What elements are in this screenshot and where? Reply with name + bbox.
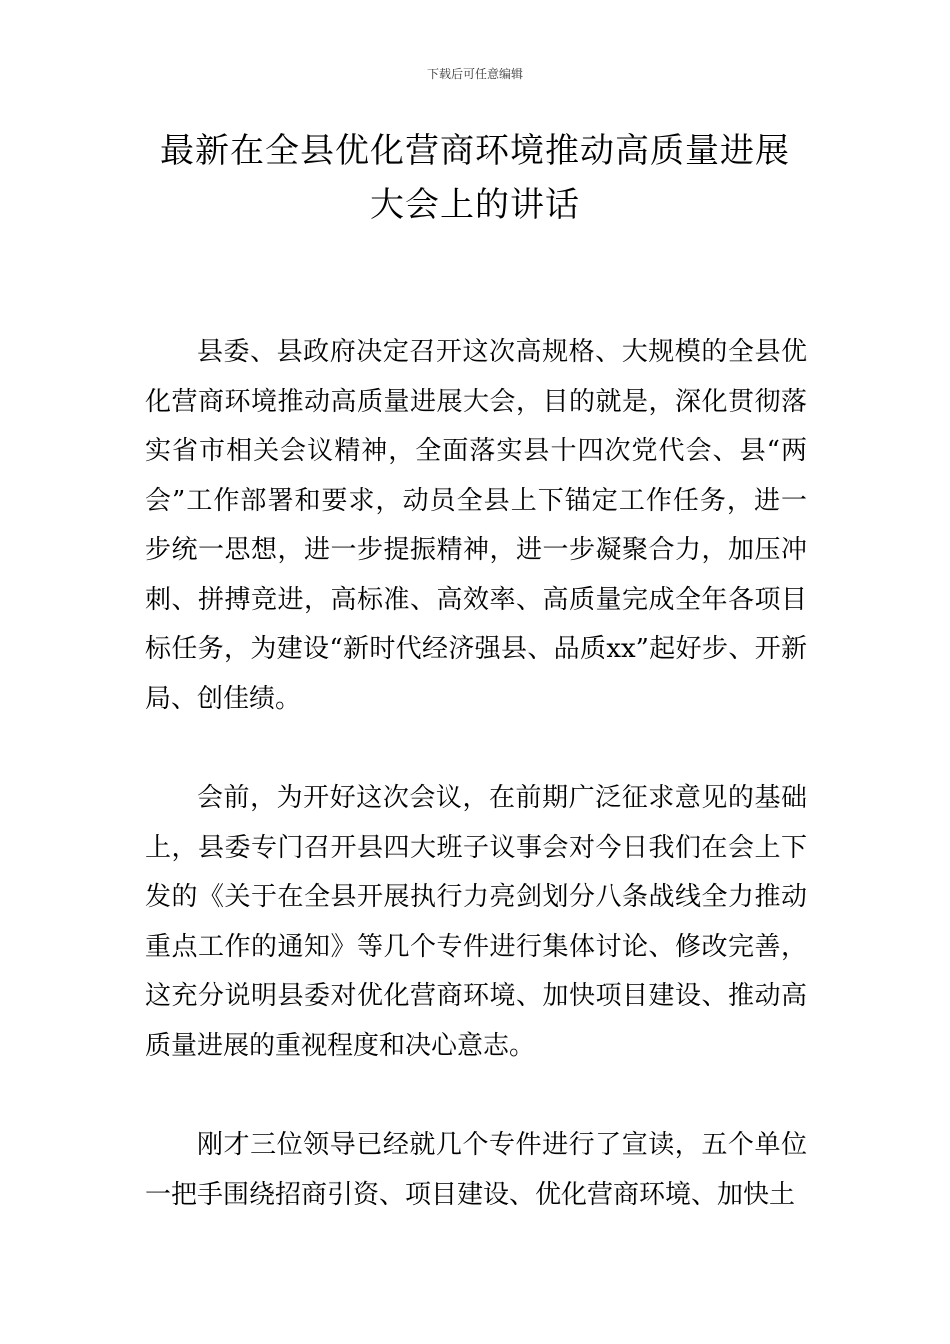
- document-title-line-1: 最新在全县优化营商环境推动高质量进展: [160, 131, 790, 171]
- body-paragraph-1: 县委、县政府决定召开这次高规格、大规模的全县优化营商环境推动高质量进展大会，目的就是，深化贯彻落实省市相关会议精神，全面落实县十四次党代会、县“两会”工作部署和要求，动员全县上下锚定工作任务，进一步统一思想，进一步提振精神，进一步凝聚合力，加压冲刺、拼搏竞进，高标准、高效率、高质量完成全年各项目标任务，为建设“新时代经济强县、品质xx”起好步、开新局、创佳绩。: [145, 337, 807, 714]
- document-title: [120, 124, 830, 232]
- document-title-line-2: 大会上的讲话: [370, 185, 580, 225]
- document-body: [145, 328, 807, 1270]
- body-paragraph-3: 刚才三位领导已经就几个专件进行了宣读，五个单位一把手围绕招商引资、项目建设、优化营商环境、加快土: [145, 1130, 807, 1210]
- body-paragraph-2: 会前，为开好这次会议，在前期广泛征求意见的基础上，县委专门召开县四大班子议事会对今日我们在会上下发的《关于在全县开展执行力亮剑划分八条战线全力推动重点工作的通知》等几个专件进行集体讨论、修改完善，这充分说明县委对优化营商环境、加快项目建设、推动高质量进展的重视程度和决心意志。: [145, 783, 807, 1061]
- header-note: 下载后可任意编辑: [426, 67, 523, 81]
